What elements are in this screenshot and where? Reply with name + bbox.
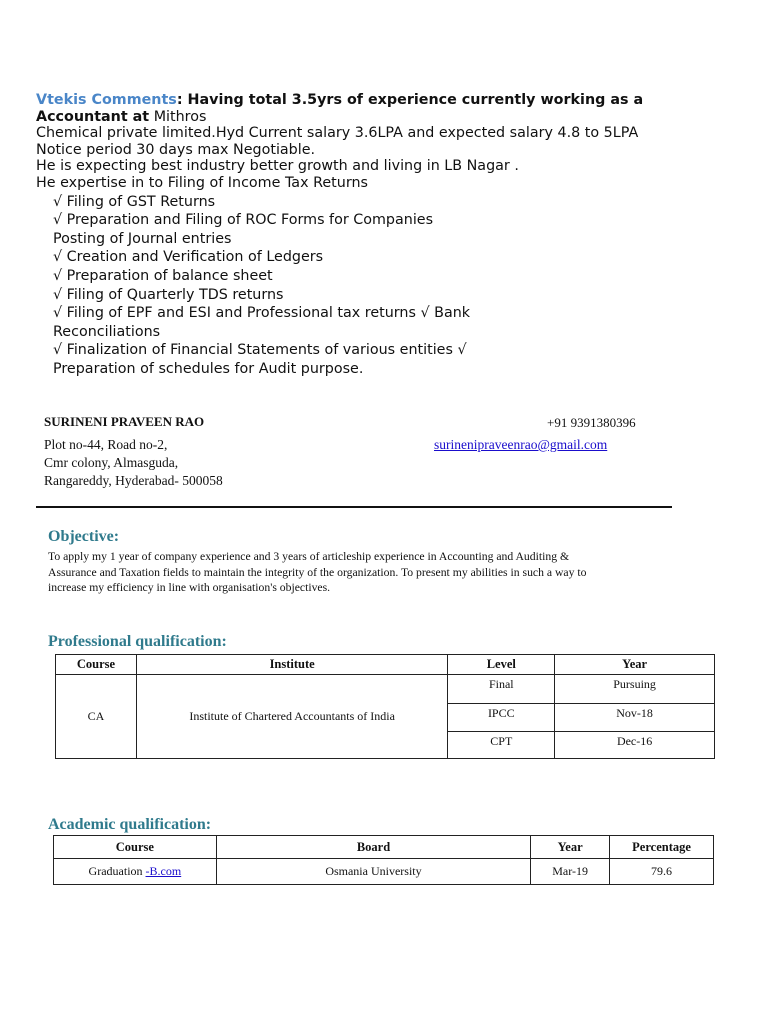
column-header: Percentage — [610, 836, 714, 859]
professional-qualification-heading: Professional qualification: — [48, 633, 227, 650]
comments-line-3: Chemical private limited.Hyd Current salary 3.6LPA and expected salary 4.8 to 5LPA — [36, 125, 639, 142]
table-row — [56, 675, 715, 704]
expertise-item: √ Preparation and Filing of ROC Forms for Companies — [53, 212, 434, 229]
professional-qualification-table — [55, 654, 715, 759]
expertise-item: √ Filing of GST Returns — [53, 193, 216, 210]
table-header-row — [54, 836, 714, 859]
column-header: Year — [531, 836, 610, 859]
expertise-item: √ Filing of Quarterly TDS returns — [53, 286, 284, 303]
column-header: Board — [216, 836, 530, 859]
level-cell: CPT — [448, 732, 555, 759]
table-header-row — [56, 655, 715, 675]
comments-line-6: He expertise in to Filing of Income Tax Returns — [36, 174, 368, 191]
academic-qualification-heading: Academic qualification: — [48, 816, 212, 833]
course-prefix: Graduation — [88, 864, 146, 878]
candidate-name: SURINENI PRAVEEN RAO — [44, 414, 205, 429]
phone-number: +91 9391380396 — [547, 415, 636, 430]
column-header: Year — [555, 655, 715, 675]
expertise-item: √ Creation and Verification of Ledgers — [53, 249, 324, 266]
table-row — [54, 859, 714, 885]
expertise-item: Preparation of schedules for Audit purpose. — [53, 360, 364, 377]
level-cell: IPCC — [448, 704, 555, 732]
column-header: Institute — [136, 655, 447, 675]
comments-intro: Having total 3.5yrs of experience currently working as a — [182, 92, 644, 108]
expertise-item: √ Finalization of Financial Statements of various entities √ — [53, 342, 467, 359]
year-cell: Dec-16 — [555, 732, 715, 759]
course-cell — [54, 859, 217, 885]
column-header: Course — [56, 655, 137, 675]
expertise-item: √ Filing of EPF and ESI and Professional tax returns √ Bank — [53, 305, 471, 322]
level-cell: Final — [448, 675, 555, 704]
comments-colon: : — [176, 92, 183, 108]
institute-cell: Institute of Chartered Accountants of India — [136, 675, 447, 759]
expertise-list — [53, 193, 736, 379]
comments-label: Vtekis Comments — [36, 92, 177, 108]
course-cell: CA — [56, 675, 137, 759]
expertise-item: Reconciliations — [53, 323, 161, 340]
comments-line-2-normal: Mithros — [149, 108, 207, 125]
objective-text: To apply my 1 year of company experience and 3 years of articleship experience in Accounting and Auditing & Assurance and Taxation fields to maintain the integrity of the organization. To present my abilities in such a way to increase my efficiency in line with organisation's objectives. — [48, 550, 587, 595]
comments-line-1 — [36, 92, 736, 109]
percentage-cell: 79.6 — [610, 859, 714, 885]
expertise-item: √ Preparation of balance sheet — [53, 267, 273, 284]
year-cell: Mar-19 — [531, 859, 610, 885]
address-line: Rangareddy, Hyderabad- 500058 — [44, 473, 223, 488]
year-cell: Pursuing — [555, 675, 715, 704]
comments-line-2-bold: Accountant at — [36, 108, 150, 125]
course-link[interactable]: -B.com — [145, 864, 182, 878]
year-cell: Nov-18 — [555, 704, 715, 732]
comments-line-4: Notice period 30 days max Negotiable. — [36, 141, 316, 158]
column-header: Level — [448, 655, 555, 675]
academic-qualification-table — [53, 835, 714, 885]
column-header: Course — [54, 836, 217, 859]
board-cell: Osmania University — [216, 859, 530, 885]
address-line: Cmr colony, Almasguda, — [44, 455, 179, 470]
comments-line-5: He is expecting best industry better growth and living in LB Nagar . — [36, 158, 519, 175]
comments-line-2 — [36, 109, 736, 126]
address — [44, 436, 223, 490]
email-link[interactable]: surinenipraveenrao@gmail.com — [434, 437, 608, 452]
header-divider — [36, 506, 672, 508]
address-line: Plot no-44, Road no-2, — [44, 437, 168, 452]
recruiter-comments — [36, 92, 736, 379]
objective-heading: Objective: — [48, 528, 120, 545]
expertise-item: Posting of Journal entries — [53, 230, 232, 247]
